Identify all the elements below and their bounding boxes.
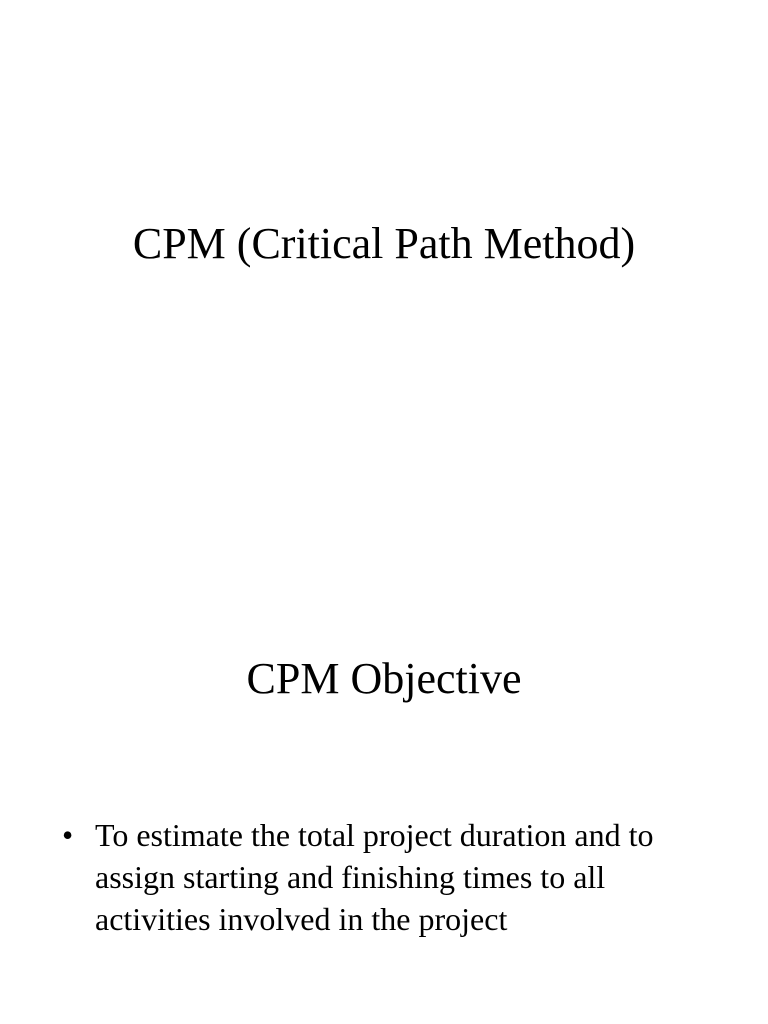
bullet-list [62, 814, 722, 940]
bullet-item [62, 814, 722, 940]
slide-2 [0, 512, 768, 1024]
slide-1-title: CPM (Critical Path Method) [132, 219, 636, 268]
bullet-icon: • [62, 817, 74, 853]
bullet-text: To estimate the total project duration and to assign starting and finishing times to all activities involved in the project [95, 817, 654, 937]
slide-2-title: CPM Objective [246, 654, 522, 703]
